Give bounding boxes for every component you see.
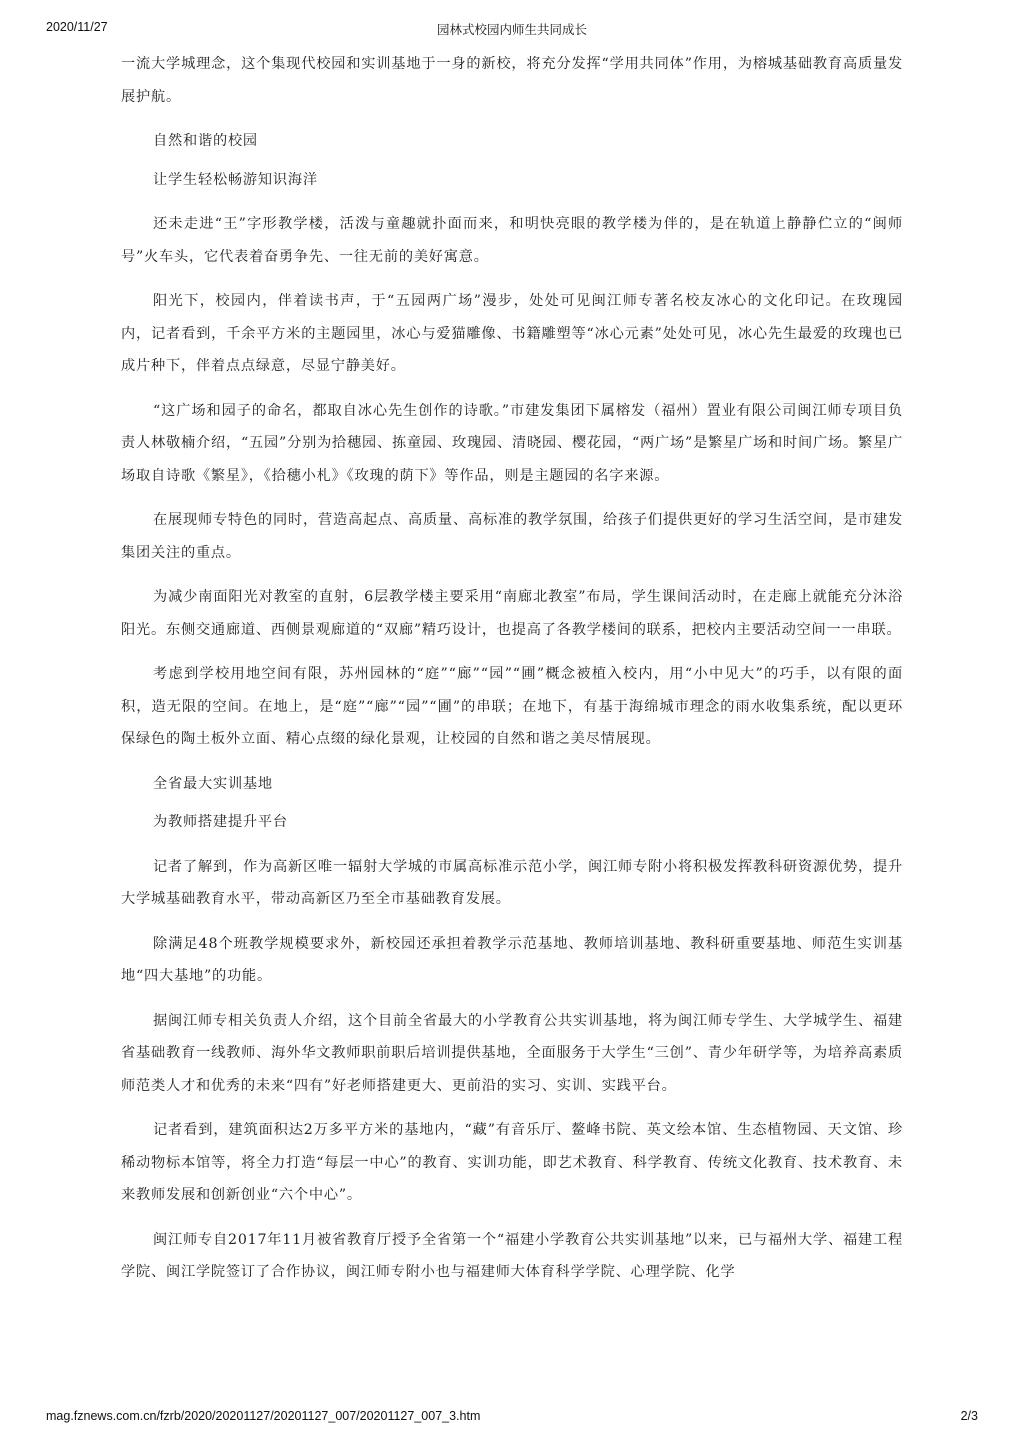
- article-paragraph: 据闽江师专相关负责人介绍，这个目前全省最大的小学教育公共实训基地，将为闽江师专学生、大学城学生、福建省基础教育一线教师、海外华文教师职前职后培训提供基地，全面服务于大学生“三创”、青少年研学等，为培养高素质师范类人才和优秀的未来“四有”好老师搭建更大、更前沿的实习、实训、实践平台。: [121, 1012, 903, 1094]
- article-paragraph: 除满足48个班教学规模要求外，新校园还承担着教学示范基地、教师培训基地、教科研重要基地、师范生实训基地“四大基地”的功能。: [121, 935, 903, 984]
- section-subheading: 让学生轻松畅游知识海洋: [153, 171, 318, 188]
- article-paragraph: 在展现师专特色的同时，营造高起点、高质量、高标准的教学氛围，给孩子们提供更好的学习生活空间，是市建发集团关注的重点。: [121, 512, 903, 561]
- section-heading: 全省最大实训基地: [153, 775, 273, 792]
- source-url: mag.fznews.com.cn/fzrb/2020/20201127/20201127_007/20201127_007_3.htm: [46, 1409, 481, 1423]
- page-number: 2/3: [960, 1409, 978, 1423]
- article-paragraph: 一流大学城理念，这个集现代校园和实训基地于一身的新校，将充分发挥“学用共同体”作用，为榕城基础教育高质量发展护航。: [121, 56, 903, 105]
- article-paragraph: 记者了解到，作为高新区唯一辐射大学城的市属高标准示范小学，闽江师专附小将积极发挥教科研资源优势，提升大学城基础教育水平，带动高新区乃至全市基础教育发展。: [121, 858, 903, 907]
- article-paragraph: 为减少南面阳光对教室的直射，6层教学楼主要采用“南廊北教室”布局，学生课间活动时，在走廊上就能充分沐浴阳光。东侧交通廊道、西侧景观廊道的“双廊”精巧设计，也提高了各教学楼间的联系，把校内主要活动空间一一串联。: [121, 589, 903, 638]
- article-paragraph: 记者看到，建筑面积达2万多平方米的基地内，“藏”有音乐厅、鳌峰书院、英文绘本馆、生态植物园、天文馆、珍稀动物标本馆等，将全力打造“每层一中心”的教育、实训功能，即艺术教育、科学教育、传统文化教育、技术教育、未来教师发展和创新创业“六个中心”。: [121, 1122, 903, 1203]
- article-body: [121, 48, 903, 1301]
- section-heading: 自然和谐的校园: [153, 133, 258, 149]
- article-paragraph: 考虑到学校用地空间有限，苏州园林的“庭”“廊”“园”“圃”概念被植入校内，用“小中见大”的巧手，以有限的面积，造无限的空间。在地上，是“庭”“廊”“园”“圃”的串联；在地下，有基于海绵城市理念的雨水收集系统，配以更环保绿色的陶土板外立面、精心点缀的绿化景观，让校园的自然和谐之美尽情展现。: [121, 666, 903, 747]
- article-paragraph: 闽江师专自2017年11月被省教育厅授予全省第一个“福建小学教育公共实训基地”以来，已与福州大学、福建工程学院、闽江学院签订了合作协议，闽江师专附小也与福建师大体育科学学院、心理学院、化学: [121, 1231, 903, 1280]
- print-date: 2020/11/27: [46, 20, 108, 34]
- article-paragraph: 还未走进“王”字形教学楼，活泼与童趣就扑面而来，和明快亮眼的教学楼为伴的，是在轨道上静静伫立的“闽师号”火车头，它代表着奋勇争先、一往无前的美好寓意。: [121, 216, 903, 265]
- page-title: 园林式校园内师生共同成长: [436, 23, 587, 37]
- section-subheading: 为教师搭建提升平台: [153, 814, 288, 830]
- article-paragraph: 阳光下，校园内，伴着读书声，于“五园两广场”漫步，处处可见闽江师专著名校友冰心的文化印记。在玫瑰园内，记者看到，千余平方米的主题园里，冰心与爱猫雕像、书籍雕塑等“冰心元素”处处可见，冰心先生最爱的玫瑰也已成片种下，伴着点点绿意，尽显宁静美好。: [121, 293, 903, 374]
- article-paragraph: “这广场和园子的命名，都取自冰心先生创作的诗歌。”市建发集团下属榕发（福州）置业有限公司闽江师专项目负责人林敬楠介绍，“五园”分别为拾穗园、拣童园、玫瑰园、清晓园、樱花园，“两广场”是繁星广场和时间广场。繁星广场取自诗歌《繁星》，《拾穗小札》《玫瑰的荫下》等作品，则是主题园的名字来源。: [121, 402, 903, 484]
